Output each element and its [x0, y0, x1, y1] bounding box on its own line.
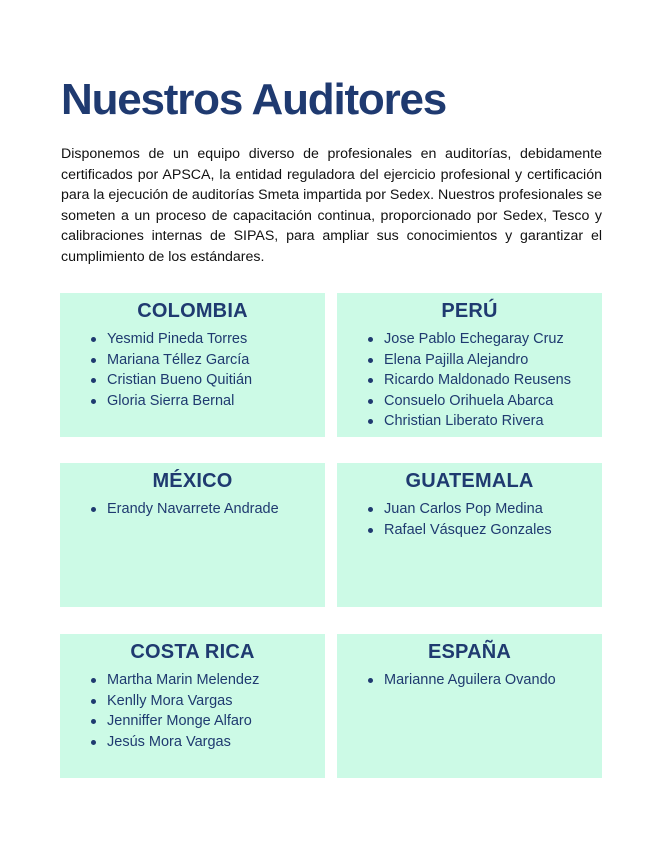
auditor-item: Elena Pajilla Alejandro	[337, 350, 602, 371]
auditor-item: Marianne Aguilera Ovando	[337, 670, 602, 691]
auditor-item: Gloria Sierra Bernal	[60, 391, 325, 412]
auditor-item: Jesús Mora Vargas	[60, 732, 325, 753]
auditor-item: Juan Carlos Pop Medina	[337, 499, 602, 520]
auditor-item: Martha Marin Melendez	[60, 670, 325, 691]
auditor-item: Mariana Téllez García	[60, 350, 325, 371]
auditor-item: Consuelo Orihuela Abarca	[337, 391, 602, 412]
auditor-list	[337, 670, 602, 691]
country-card-guatemala	[337, 463, 602, 607]
auditor-item: Erandy Navarrete Andrade	[60, 499, 325, 520]
auditor-item: Kenlly Mora Vargas	[60, 691, 325, 712]
country-title: GUATEMALA	[405, 470, 534, 492]
country-title: COLOMBIA	[137, 300, 248, 322]
auditor-item: Rafael Vásquez Gonzales	[337, 520, 602, 541]
auditor-item: Jose Pablo Echegaray Cruz	[337, 329, 602, 350]
page-title: Nuestros Auditores	[61, 75, 447, 124]
auditor-item: Yesmid Pineda Torres	[60, 329, 325, 350]
country-title: ESPAÑA	[427, 641, 512, 663]
auditor-item: Ricardo Maldonado Reusens	[337, 370, 602, 391]
auditor-list	[60, 670, 325, 752]
country-card-espana	[337, 634, 602, 778]
intro-paragraph: Disponemos de un equipo diverso de profesionales en auditorías, debidamente certificados por APSCA, la entidad reguladora del ejercicio profesional y certificación para la ejecución de auditorías Smeta impartida por Sedex. Nuestros profesionales se someten a un proceso de capacitación continua, proporcionado por Sedex, Tesco y calibraciones internas de SIPAS, para ampliar sus conocimientos y garantizar el cumplimiento de los estándares.	[61, 146, 603, 265]
country-card-costa-rica	[60, 634, 325, 778]
country-card-colombia	[60, 293, 325, 437]
country-title: PERÚ	[441, 300, 498, 322]
auditor-list	[60, 329, 325, 411]
auditor-list	[337, 329, 602, 432]
auditor-item: Christian Liberato Rivera	[337, 411, 602, 432]
country-card-peru	[337, 293, 602, 437]
country-title: MÉXICO	[152, 470, 233, 492]
auditor-list	[60, 499, 325, 520]
auditor-item: Jenniffer Monge Alfaro	[60, 711, 325, 732]
auditor-item: Cristian Bueno Quitián	[60, 370, 325, 391]
country-title: COSTA RICA	[130, 641, 255, 663]
auditor-list	[337, 499, 602, 540]
country-card-mexico	[60, 463, 325, 607]
